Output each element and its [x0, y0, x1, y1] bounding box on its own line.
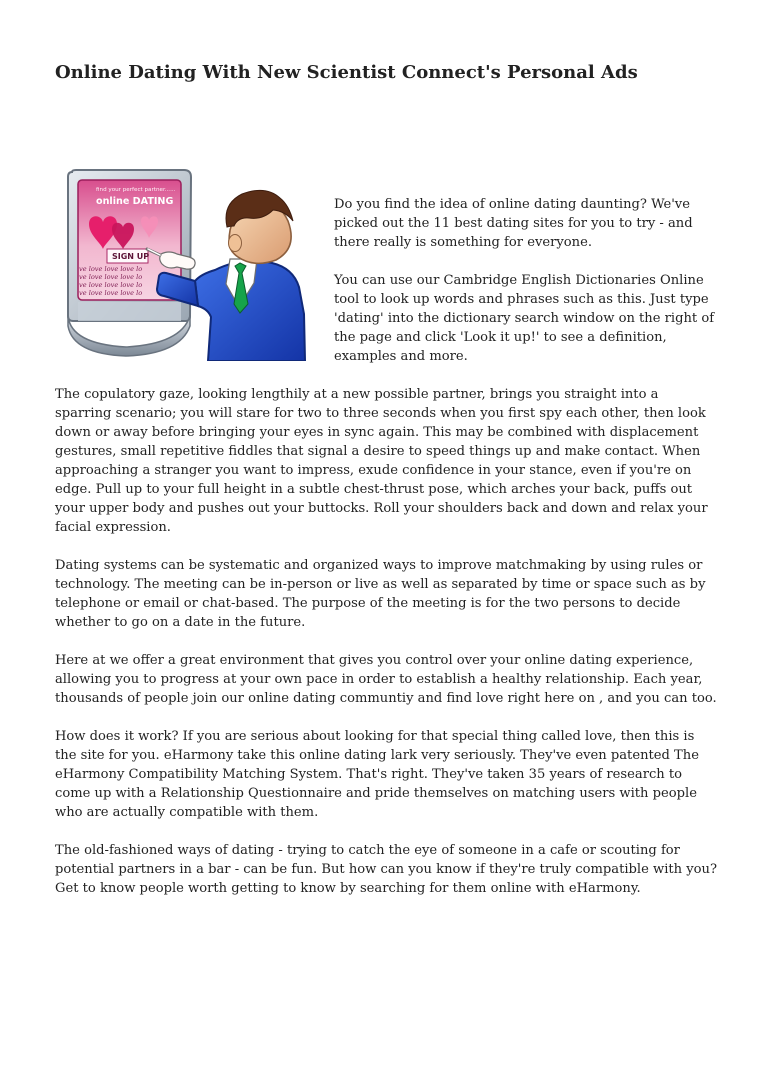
body-paragraph-3: Here at we offer a great environment that gives you control over your online dating experience, allowing you to progress at your own pace in order to establish a healthy relationship. Each year, thousands of people join our online dating communtiy and find love right here on , and you can too. — [55, 653, 717, 706]
body-paragraph-4: How does it work? If you are serious about looking for that special thing called love, then this is the site for you. eHarmony take this online dating lark very seriously. They've even patented The eHarmony Compatibility Matching System. That's right. They've taken 35 years of research to come up with a Relationship Questionnaire and pride themselves on matching users with people who are actually compatible with them. — [55, 729, 699, 820]
intro-paragraph-1: Do you find the idea of online dating daunting? We've picked out the 11 best dating sites for you to try - and there really is something for everyone. — [334, 197, 693, 250]
love-line-4: ve love love love lo — [79, 289, 143, 297]
screen-heading-top: find your perfect partner...... — [96, 187, 176, 193]
body-paragraph-5: The old-fashioned ways of dating - trying to catch the eye of someone in a cafe or scouting for potential partners in a bar - can be fun. But how can you know if they're truly compatible with you? Get to know people worth getting to know by searching for them online with eHarmony. — [55, 843, 717, 896]
screen-heading-main: online DATING — [96, 196, 174, 207]
body-paragraph-2: Dating systems can be systematic and organized ways to improve matchmaking by using rules or technology. The meeting can be in-person or live as well as separated by time or space such as by telephone or email or chat-based. The purpose of the meeting is for the two persons to decide whether to go on a date in the future. — [55, 558, 706, 630]
love-text-pattern — [79, 265, 142, 297]
intro-paragraph-2: You can use our Cambridge English Dictionaries Online tool to look up words and phrases such as this. Just type 'dating' into the dictionary search window on the right of the page and click 'Look it up!' to see a definition, examples and more. — [334, 273, 715, 364]
love-line-3: ve love love love lo — [79, 281, 143, 289]
page-title: Online Dating With New Scientist Connect's Personal Ads — [55, 62, 638, 83]
love-line-2: ve love love love lo — [79, 273, 143, 281]
love-line-1: ve love love love lo — [79, 265, 143, 273]
article-body — [55, 385, 717, 917]
computer-with-man-icon — [58, 163, 326, 361]
body-paragraph-1: The copulatory gaze, looking lengthily at a new possible partner, brings you straight into a sparring scenario; you will stare for two to three seconds when you first spy each other, then look down or away before bringing your eyes in sync again. This may be combined with displacement gestures, small repetitive fiddles that signal a desire to speed things up and make contact. When approaching a stranger you want to impress, exude confidence in your stance, even if you're on edge. Pull up to your full height in a subtle chest-thrust pose, which arches your back, puffs out your upper body and pushes out your buttocks. Roll your shoulders back and down and relax your facial expression. — [55, 387, 708, 535]
intro-text — [334, 195, 719, 385]
signup-label: SIGN UP — [112, 252, 150, 261]
